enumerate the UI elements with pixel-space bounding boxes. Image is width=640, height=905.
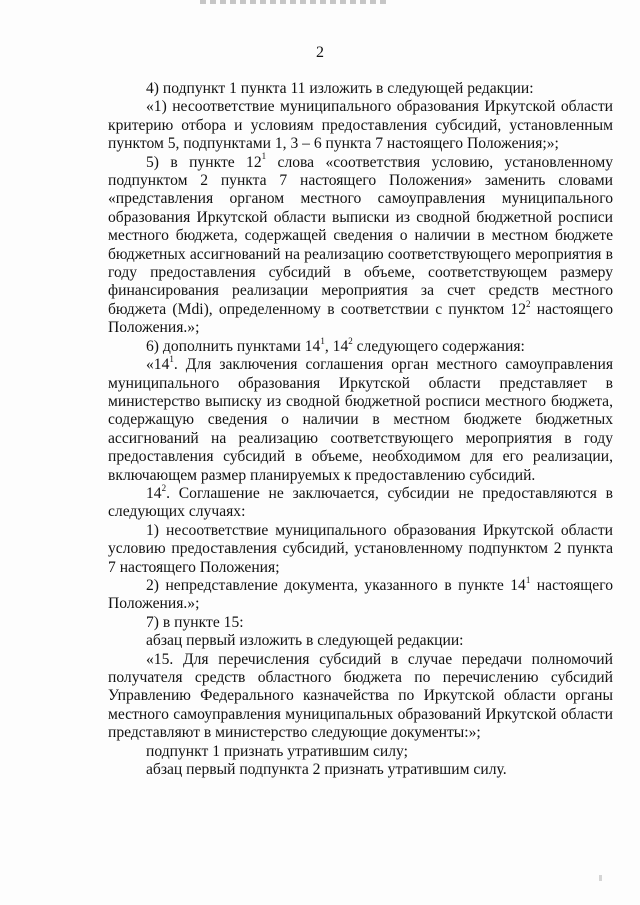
scan-artifact — [599, 875, 602, 881]
text-segment: 7) в пункте 15: — [146, 613, 244, 631]
text-segment: «15. Для перечисления субсидий в случае передачи полномочий получателя средств областного бюджета по перечислению субсидий Управлению Федерального казначейства по Иркутской области органы местного самоуправления муниципальных образований Иркутской области представляют в министерство следующие документы:»; — [108, 650, 613, 742]
text-segment: 5) в пункте 12 — [146, 153, 262, 171]
text-segment: 2) непредставление документа, указанного в пункте 14 — [146, 576, 526, 594]
text-segment: . Соглашение не заключается, субсидии не предоставляются в следующих случаях: — [108, 484, 613, 521]
document-body — [108, 80, 613, 779]
paragraph — [108, 353, 613, 485]
text-segment: , 14 — [324, 337, 349, 355]
text-segment: . Для заключения соглашения орган местного самоуправления муниципального образования Иркутской области представляет в министерство выписку из сводной бюджетной росписи местного бюджета, содержащую сведения о наличии в местном бюджете бюджетных ассигнований на реализацию соответствующего мероприятия в году предоставления субсидий в объеме, необходимом для его реализации, включающем размер планируемых к предоставлению субсидий. — [108, 356, 613, 484]
text-segment: слова «соответствия условию, установленному подпунктом 2 пункта 7 настоящего Положения» заменить словами «представления органом местного самоуправления муниципального образования Иркутской области выписки из сводной бюджетной росписи местного бюджета, содержащей сведения о наличии в местном бюджете бюджетных ассигнований на реализацию соответствующего мероприятия в году предоставления субсидий в объеме, соответствующем размеру финансирования реализации мероприятия за счет средств местного бюджета (Mdi), определенному в соответствии с пунктом 12 — [108, 153, 613, 318]
superscript: 2 — [161, 482, 167, 493]
paragraph — [108, 335, 613, 356]
superscript: 1 — [525, 574, 531, 585]
paragraph — [108, 522, 613, 577]
superscript: 2 — [348, 335, 353, 346]
paragraph — [108, 98, 613, 153]
page-number: 2 — [316, 44, 324, 61]
superscript: 2 — [526, 298, 531, 309]
text-segment: 6) дополнить пунктами 14 — [146, 337, 321, 355]
scan-artifact — [200, 0, 390, 4]
text-segment: настоящего Положения.»; — [108, 300, 613, 337]
text-segment: подпункт 1 признать утратившим силу; — [146, 742, 408, 760]
text-segment: 4) подпункт 1 пункта 11 изложить в следующей редакции: — [146, 80, 534, 97]
text-segment: абзац первый подпункта 2 признать утратившим силу. — [146, 761, 507, 779]
paragraph — [108, 482, 613, 522]
text-segment: настоящего Положения.»; — [108, 576, 614, 613]
text-segment: «1) несоответствие муниципального образования Иркутской области критерию отбора и условиям предоставления субсидий, установленным пунктом 5, подпунктами 1, 3 – 6 пункта 7 настоящего Положения;»; — [108, 98, 613, 153]
paragraph — [108, 761, 613, 779]
superscript: 1 — [169, 353, 174, 364]
paragraph — [108, 151, 613, 338]
text-segment: «14 — [146, 356, 170, 374]
superscript: 1 — [261, 151, 267, 162]
text-segment: 1) несоответствие муниципального образования Иркутской области условию предоставления субсидий, установленному подпунктом 2 пункта 7 настоящего Положения; — [108, 521, 613, 576]
text-segment: абзац первый изложить в следующей редакции: — [146, 632, 464, 650]
paragraph — [108, 743, 613, 761]
paragraph — [108, 614, 613, 632]
text-segment: 14 — [146, 484, 162, 502]
paragraph — [108, 574, 614, 614]
text-segment: следующего содержания: — [352, 337, 525, 355]
superscript: 1 — [320, 335, 325, 346]
paragraph — [108, 632, 613, 650]
paragraph — [108, 80, 613, 98]
paragraph — [108, 651, 613, 743]
